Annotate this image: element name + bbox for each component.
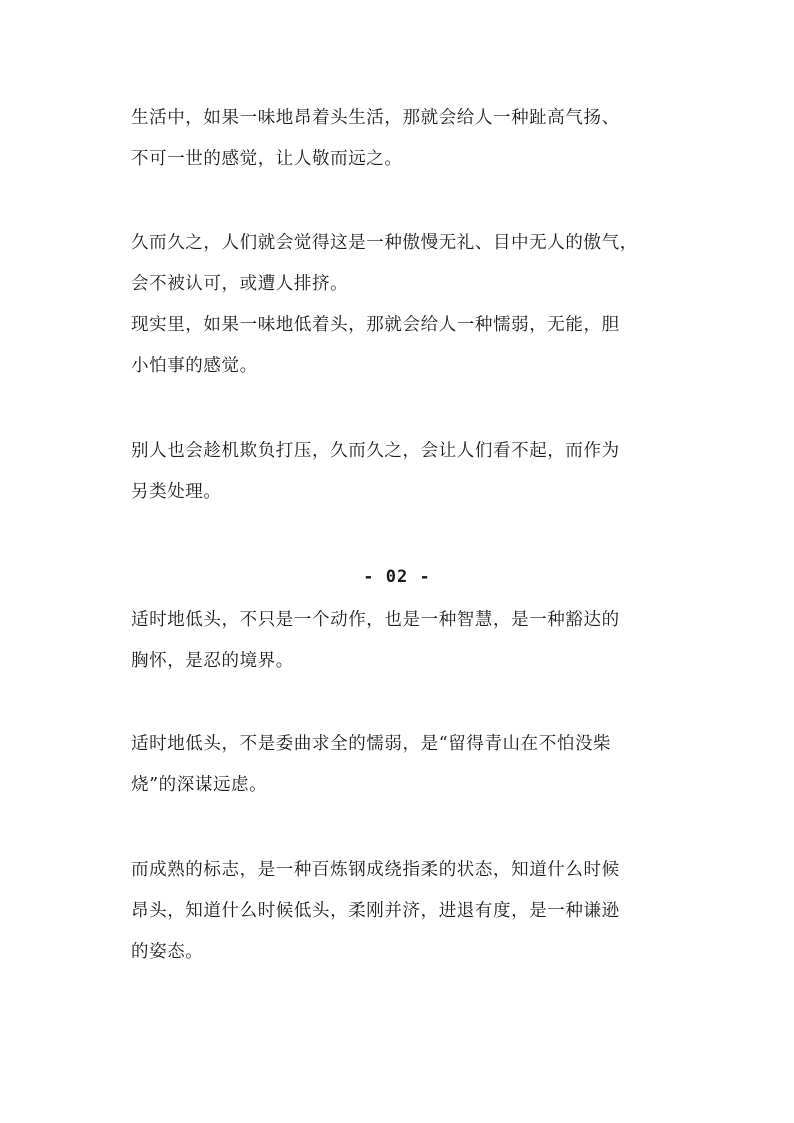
paragraph-line: 不可一世的感觉，让人敬而远之。: [131, 149, 403, 169]
paragraph-line: 现实里，如果一味地低着头，那就会给人一种懦弱，无能，胆: [131, 315, 620, 335]
paragraph-line: 适时地低头，不只是一个动作，也是一种智慧，是一种豁达的: [131, 610, 620, 630]
paragraph-line: 烧”的深谋远虑。: [131, 775, 268, 795]
paragraph-line: 昂头，知道什么时候低头，柔刚并济，进退有度，是一种谦逊: [131, 901, 620, 921]
paragraph-3: [131, 431, 671, 513]
paragraph-line: 别人也会趁机欺负打压，久而久之，会让人们看不起，而作为: [131, 441, 620, 461]
paragraph-5: [131, 724, 671, 806]
paragraph-line: 会不被认可，或遭人排挤。: [131, 274, 349, 294]
section-number-heading: - 02 -: [363, 567, 431, 587]
paragraph-line: 小怕事的感觉。: [131, 356, 258, 376]
paragraph-line: 生活中，如果一味地昂着头生活，那就会给人一种趾高气扬、: [131, 108, 620, 128]
paragraph-1: [131, 98, 671, 180]
paragraph-4: [131, 600, 671, 682]
paragraph-2: [131, 223, 671, 387]
paragraph-line: 久而久之，人们就会觉得这是一种傲慢无礼、目中无人的傲气，: [131, 233, 638, 253]
paragraph-line: 另类处理。: [131, 482, 222, 502]
paragraph-line: 而成熟的标志，是一种百炼钢成绕指柔的状态，知道什么时候: [131, 860, 620, 880]
paragraph-line: 的姿态。: [131, 942, 204, 962]
paragraph-line: 适时地低头，不是委曲求全的懦弱，是“留得青山在不怕没柴: [131, 734, 612, 754]
paragraph-line: 胸怀，是忍的境界。: [131, 651, 294, 671]
paragraph-6: [131, 850, 671, 973]
